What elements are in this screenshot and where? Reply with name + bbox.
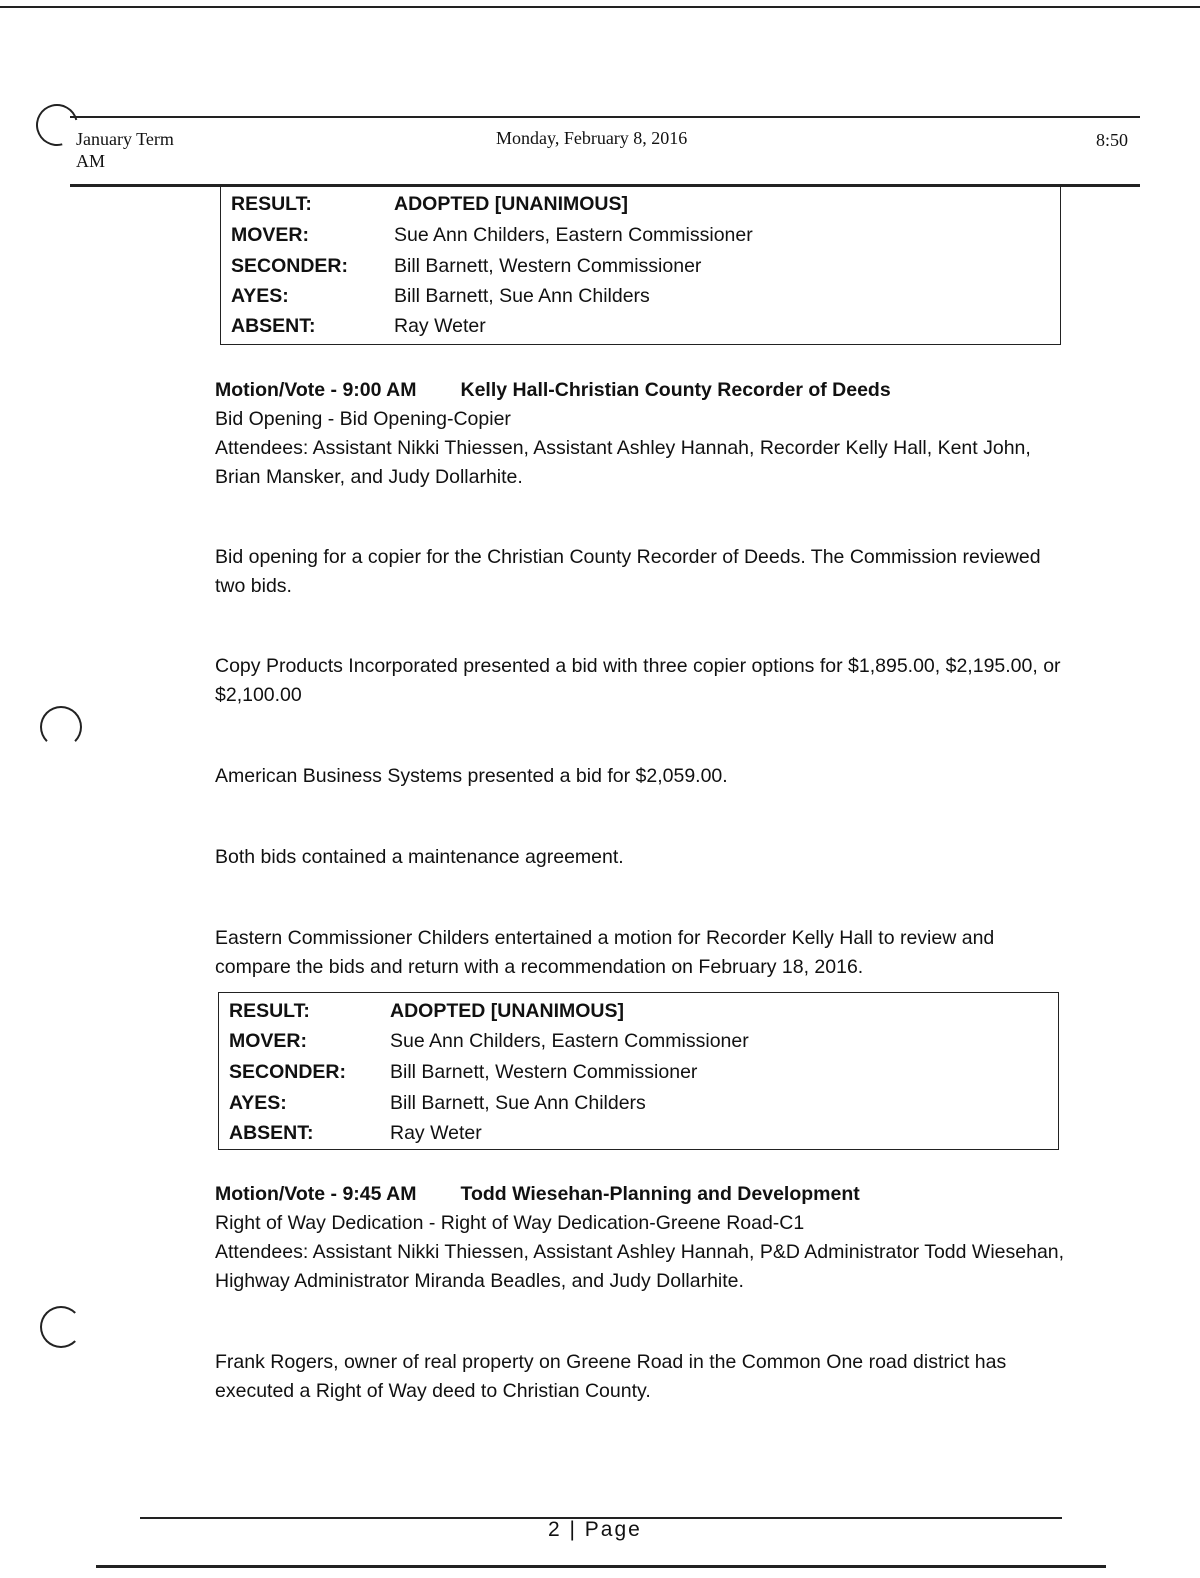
punch-hole-icon: [40, 706, 82, 748]
absent-label: ABSENT:: [229, 1122, 314, 1144]
seconder-value: Bill Barnett, Western Commissioner: [394, 255, 702, 277]
absent-label: ABSENT:: [231, 315, 316, 337]
header-date: Monday, February 8, 2016: [496, 128, 688, 148]
paragraph: Eastern Commissioner Childers entertained a motion for Recorder Kelly Hall to review and compare the bids and return with a recommendation on February 18, 2016.: [215, 927, 995, 978]
ayes-label: AYES:: [229, 1092, 287, 1114]
punch-hole-icon: [40, 1306, 82, 1348]
ayes-value: Bill Barnett, Sue Ann Childers: [390, 1092, 646, 1114]
paragraph: American Business Systems presented a bid for $2,059.00.: [215, 765, 728, 787]
motion-time: Motion/Vote - 9:00 AM: [215, 379, 417, 401]
header-top-rule: [70, 116, 1140, 118]
motion-title: Kelly Hall-Christian County Recorder of Deeds: [460, 379, 891, 401]
motion-attendees: Attendees: Assistant Nikki Thiessen, Assistant Ashley Hannah, P&D Administrator Todd Wiesehan, Highway Administrator Miranda Beadles, and Judy Dollarhite.: [215, 1241, 1065, 1292]
motion-heading: [215, 376, 1075, 405]
vote-result-table: [218, 992, 1059, 1150]
absent-value: Ray Weter: [394, 315, 486, 337]
seconder-label: SECONDER:: [231, 255, 349, 277]
result-label: RESULT:: [231, 193, 312, 215]
result-value: ADOPTED [UNANIMOUS]: [394, 193, 628, 215]
motion-subject: Right of Way Dedication - Right of Way Dedication-Greene Road-C1: [215, 1212, 805, 1234]
ayes-label: AYES:: [231, 285, 289, 307]
mover-label: MOVER:: [229, 1030, 307, 1052]
scan-bottom-border: [96, 1565, 1106, 1568]
header-term-label: January Term: [76, 129, 174, 149]
result-label: RESULT:: [229, 1000, 310, 1022]
result-value: ADOPTED [UNANIMOUS]: [390, 1000, 624, 1022]
mover-value: Sue Ann Childers, Eastern Commissioner: [394, 224, 753, 246]
motion-section: [215, 376, 1075, 492]
vote-result-table: [220, 186, 1061, 345]
mover-label: MOVER:: [231, 224, 309, 246]
paragraph: Bid opening for a copier for the Christian County Recorder of Deeds. The Commission reviewed two bids.: [215, 546, 1041, 597]
ayes-value: Bill Barnett, Sue Ann Childers: [394, 285, 650, 307]
motion-section: [215, 1180, 1075, 1296]
paragraph: Copy Products Incorporated presented a bid with three copier options for $1,895.00, $2,195.00, or $2,100.00: [215, 655, 1061, 706]
paragraph: Frank Rogers, owner of real property on Greene Road in the Common One road district has executed a Right of Way deed to Christian County.: [215, 1351, 1007, 1402]
scan-top-border: [0, 6, 1200, 8]
motion-attendees: Attendees: Assistant Nikki Thiessen, Assistant Ashley Hannah, Recorder Kelly Hall, Kent John, Brian Mansker, and Judy Dollarhite.: [215, 437, 1031, 488]
page-number: 2 | Page: [548, 1518, 642, 1541]
mover-value: Sue Ann Childers, Eastern Commissioner: [390, 1030, 749, 1052]
header-term: [76, 128, 174, 172]
absent-value: Ray Weter: [390, 1122, 482, 1144]
header-time: 8:50: [1096, 130, 1129, 150]
seconder-label: SECONDER:: [229, 1061, 347, 1083]
seconder-value: Bill Barnett, Western Commissioner: [390, 1061, 698, 1083]
paragraph: Both bids contained a maintenance agreement.: [215, 846, 624, 868]
motion-heading: [215, 1180, 1075, 1209]
motion-time: Motion/Vote - 9:45 AM: [215, 1183, 417, 1205]
motion-title: Todd Wiesehan-Planning and Development: [460, 1183, 860, 1205]
header-term-suffix: AM: [76, 151, 106, 171]
motion-subject: Bid Opening - Bid Opening-Copier: [215, 408, 511, 430]
